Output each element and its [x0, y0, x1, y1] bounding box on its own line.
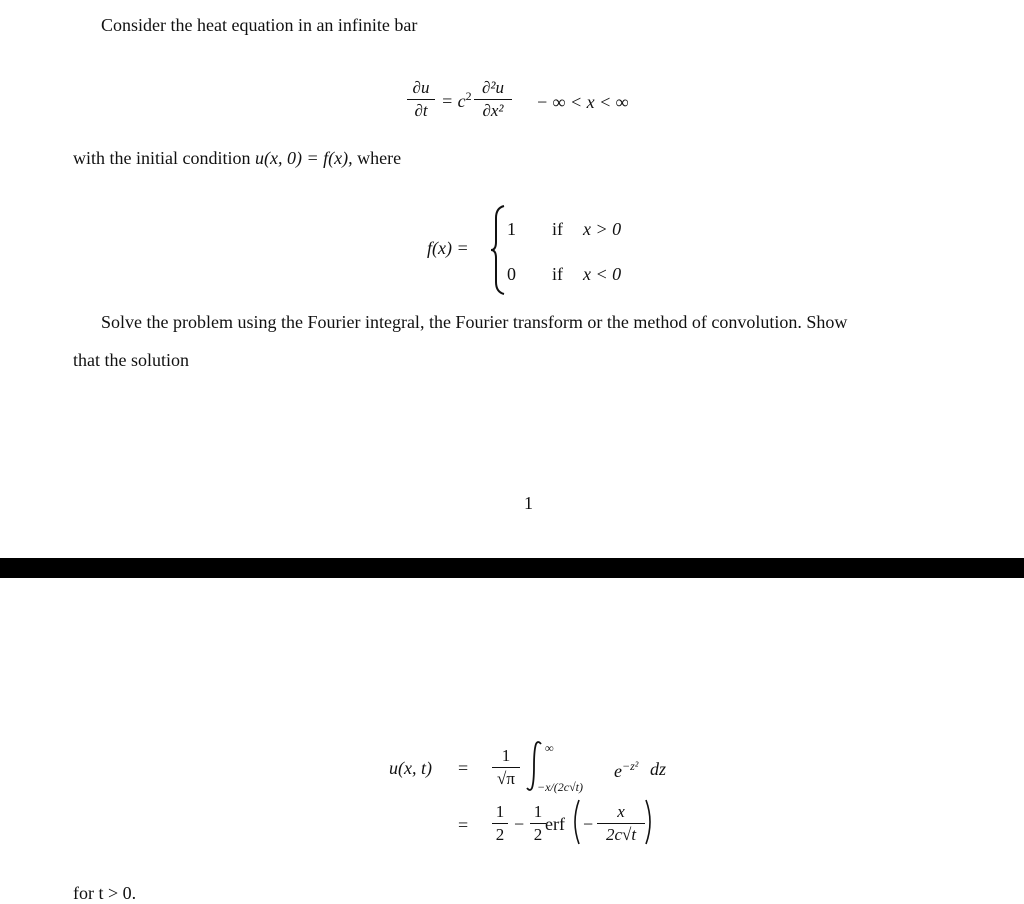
erf-argument-sign: − — [583, 814, 594, 834]
integral-upper-limit: ∞ — [545, 741, 554, 755]
initial-condition-math: u(x, 0) = f(x), — [254, 148, 353, 168]
case1-if: if — [552, 219, 563, 239]
intro-text: Consider the heat equation in an infinite bar — [101, 15, 418, 35]
du-dt-fraction — [407, 78, 435, 121]
case2-if: if — [552, 264, 563, 284]
domain-inequality: − ∞ < x < ∞ — [536, 92, 629, 112]
case1-condition: x > 0 — [583, 219, 622, 239]
integral-lower-limit: −x/(2c√t) — [537, 780, 583, 794]
initial-condition-line — [73, 147, 401, 169]
solution-lhs: u(x, t) — [389, 758, 432, 778]
document-page-2 — [0, 578, 1024, 903]
page-number: 1 — [524, 493, 533, 513]
differential-dz: dz — [650, 759, 667, 779]
case1-value: 1 — [507, 219, 516, 239]
x-over-2c-sqrt-t: x 2c√t — [597, 802, 645, 845]
d2u-numerator: ∂²u — [482, 78, 504, 97]
minus-sign: − — [514, 814, 525, 834]
one-over-sqrt-pi: 1 √π — [492, 746, 520, 789]
left-brace-icon — [490, 204, 506, 296]
one-half-fraction: 1 2 — [492, 802, 508, 845]
second-one-half-fraction: 1 2 — [530, 802, 546, 845]
instruction-line-1: Solve the problem using the Fourier integral, the Fourier transform or the method of convolution. Show — [101, 312, 848, 332]
piecewise-lhs: f(x) = — [427, 238, 469, 258]
page-divider — [0, 558, 1024, 578]
erf-function: erf — [545, 814, 565, 834]
instruction-line-2: that the solution — [73, 350, 189, 370]
case2-condition: x < 0 — [583, 264, 622, 284]
d2u-dx2-fraction — [474, 78, 512, 121]
dt-denominator: ∂t — [414, 101, 428, 120]
equals-sign-row2: = — [458, 815, 469, 835]
initial-condition-suffix: where — [357, 148, 402, 168]
initial-condition-prefix: with the initial condition — [73, 148, 251, 168]
case2-value: 0 — [507, 264, 516, 284]
equals-sign-row1: = — [458, 758, 469, 778]
closing-condition: for t > 0. — [73, 883, 137, 903]
right-paren-icon — [644, 798, 656, 846]
left-paren-icon — [569, 798, 581, 846]
dx2-denominator: ∂x² — [482, 101, 504, 120]
du-numerator: ∂u — [412, 78, 430, 97]
equals-c-squared: = $c^2$ — [441, 89, 472, 111]
integrand: $e^{-z^2}$ — [614, 759, 639, 781]
